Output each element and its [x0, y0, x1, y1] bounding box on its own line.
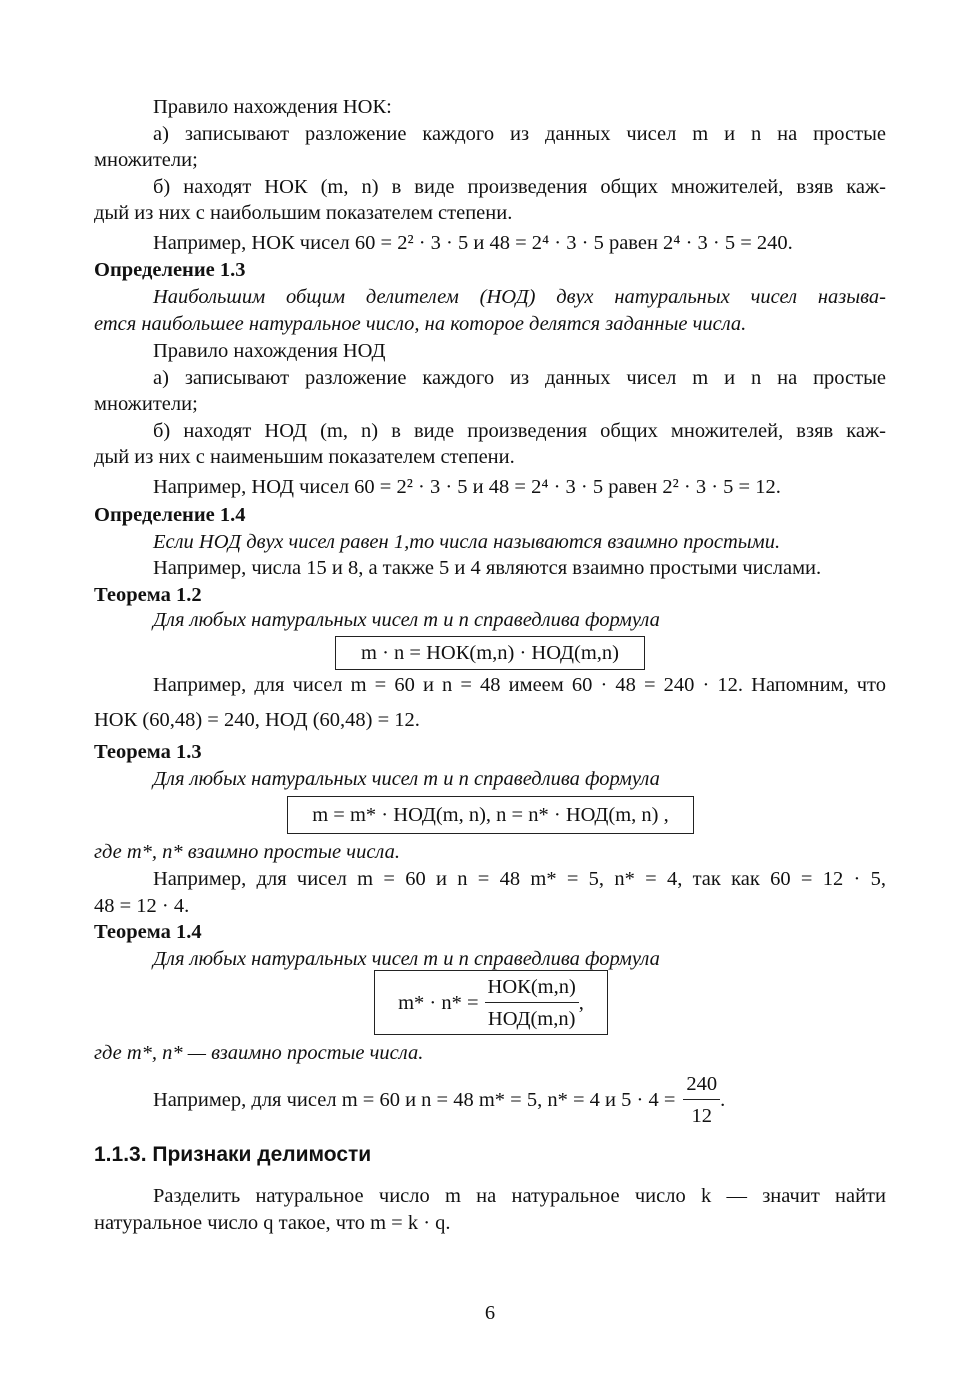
theorem-1-3-example-line1: Например, для чисел m = 60 и n = 48 m* = 5, n* = 4, так как 60 = 12 · 5,	[153, 868, 886, 890]
theorem-1-4-formula-tail: ,	[578, 991, 584, 1014]
nok-rule-b-line1: б) находят НОК (m, n) в виде произведения общих множителей, взяв каж-	[153, 176, 886, 198]
theorem-1-3-example-line2: 48 = 12 · 4.	[94, 895, 190, 917]
definition-1-4-example: Например, числа 15 и 8, а также 5 и 4 являются взаимно простыми числами.	[153, 557, 822, 579]
definition-1-4-line1: Если НОД двух чисел равен 1,то числа называются взаимно простыми.	[153, 531, 781, 553]
theorem-1-2-title: Теорема 1.2	[94, 584, 202, 606]
nok-rule-a-line2: множители;	[94, 149, 198, 171]
theorem-1-2-example-line1: Например, для чисел m = 60 и n = 48 имеем 60 · 48 = 240 · 12. Напомним, что	[153, 674, 886, 696]
theorem-1-4-example-numerator: 240	[683, 1071, 720, 1100]
theorem-1-3-statement: Для любых натуральных чисел m и n справедлива формула	[153, 768, 660, 790]
theorem-1-4-example-tail: .	[720, 1089, 726, 1111]
theorem-1-4-example	[153, 1068, 886, 1132]
definition-1-3-line1: Наибольшим общим делителем (НОД) двух натуральных чисел называ-	[153, 286, 886, 308]
theorem-1-4-example-text: Например, для чисел m = 60 и n = 48 m* = 5, n* = 4 и 5 · 4 =	[153, 1089, 676, 1111]
theorem-1-3-title: Теорема 1.3	[94, 741, 202, 763]
nod-rule-title: Правило нахождения НОД	[153, 340, 386, 362]
theorem-1-2-example-line2: НОК (60,48) = 240, НОД (60,48) = 12.	[94, 709, 420, 731]
theorem-1-3-formula: m = m* · НОД(m, n), n = n* · НОД(m, n) ,	[312, 804, 669, 826]
definition-1-3-line2: ется наибольшее натуральное число, на которое делятся заданные числа.	[94, 313, 747, 335]
nod-rule-b-line1: б) находят НОД (m, n) в виде произведения общих множителей, взяв каж-	[153, 420, 886, 442]
nod-rule-b-line2: дый из них с наименьшим показателем степени.	[94, 446, 515, 468]
section-heading: 1.1.3. Признаки делимости	[94, 1143, 372, 1166]
definition-1-3-title: Определение 1.3	[94, 259, 246, 281]
nod-example: Например, НОД чисел 60 = 2² · 3 · 5 и 48 = 2⁴ · 3 · 5 равен 2² · 3 · 5 = 12.	[153, 476, 781, 498]
theorem-1-4-statement: Для любых натуральных чисел m и n справедлива формула	[153, 948, 660, 970]
theorem-1-4-numerator: НОК(m,n)	[485, 974, 579, 1003]
theorem-1-4-fraction	[485, 974, 579, 1032]
theorem-1-2-formula: m · n = НОК(m,n) · НОД(m,n)	[361, 642, 619, 664]
theorem-1-3-formula-box	[287, 796, 694, 834]
nok-example: Например, НОК чисел 60 = 2² · 3 · 5 и 48 = 2⁴ · 3 · 5 равен 2⁴ · 3 · 5 = 240.	[153, 232, 793, 254]
theorem-1-2-formula-box	[335, 636, 645, 670]
nok-rule-b-line2: дый из них с наибольшим показателем степени.	[94, 202, 513, 224]
theorem-1-4-denominator: НОД(m,n)	[487, 1007, 576, 1030]
theorem-1-3-where: где m*, n* взаимно простые числа.	[94, 841, 400, 863]
theorem-1-4-title: Теорема 1.4	[94, 921, 202, 943]
theorem-1-4-formula-left: m* · n* =	[398, 991, 479, 1014]
theorem-1-4-example-denominator: 12	[691, 1105, 713, 1127]
nod-rule-a-line1: а) записывают разложение каждого из данных чисел m и n на простые	[153, 367, 886, 389]
theorem-1-4-example-fraction	[683, 1071, 720, 1129]
definition-1-4-title: Определение 1.4	[94, 504, 246, 526]
theorem-1-2-statement: Для любых натуральных чисел m и n справедлива формула	[153, 609, 660, 631]
nod-rule-a-line2: множители;	[94, 393, 198, 415]
page-number: 6	[484, 1302, 496, 1324]
nok-rule-a-line1: а) записывают разложение каждого из данных чисел m и n на простые	[153, 123, 886, 145]
section-line1: Разделить натуральное число m на натуральное число k — значит найти	[153, 1185, 886, 1207]
nok-rule-title: Правило нахождения НОК:	[153, 96, 392, 118]
theorem-1-4-where: где m*, n* — взаимно простые числа.	[94, 1042, 424, 1064]
section-line2: натуральное число q такое, что m = k · q.	[94, 1212, 451, 1234]
theorem-1-4-formula-box	[374, 970, 608, 1035]
